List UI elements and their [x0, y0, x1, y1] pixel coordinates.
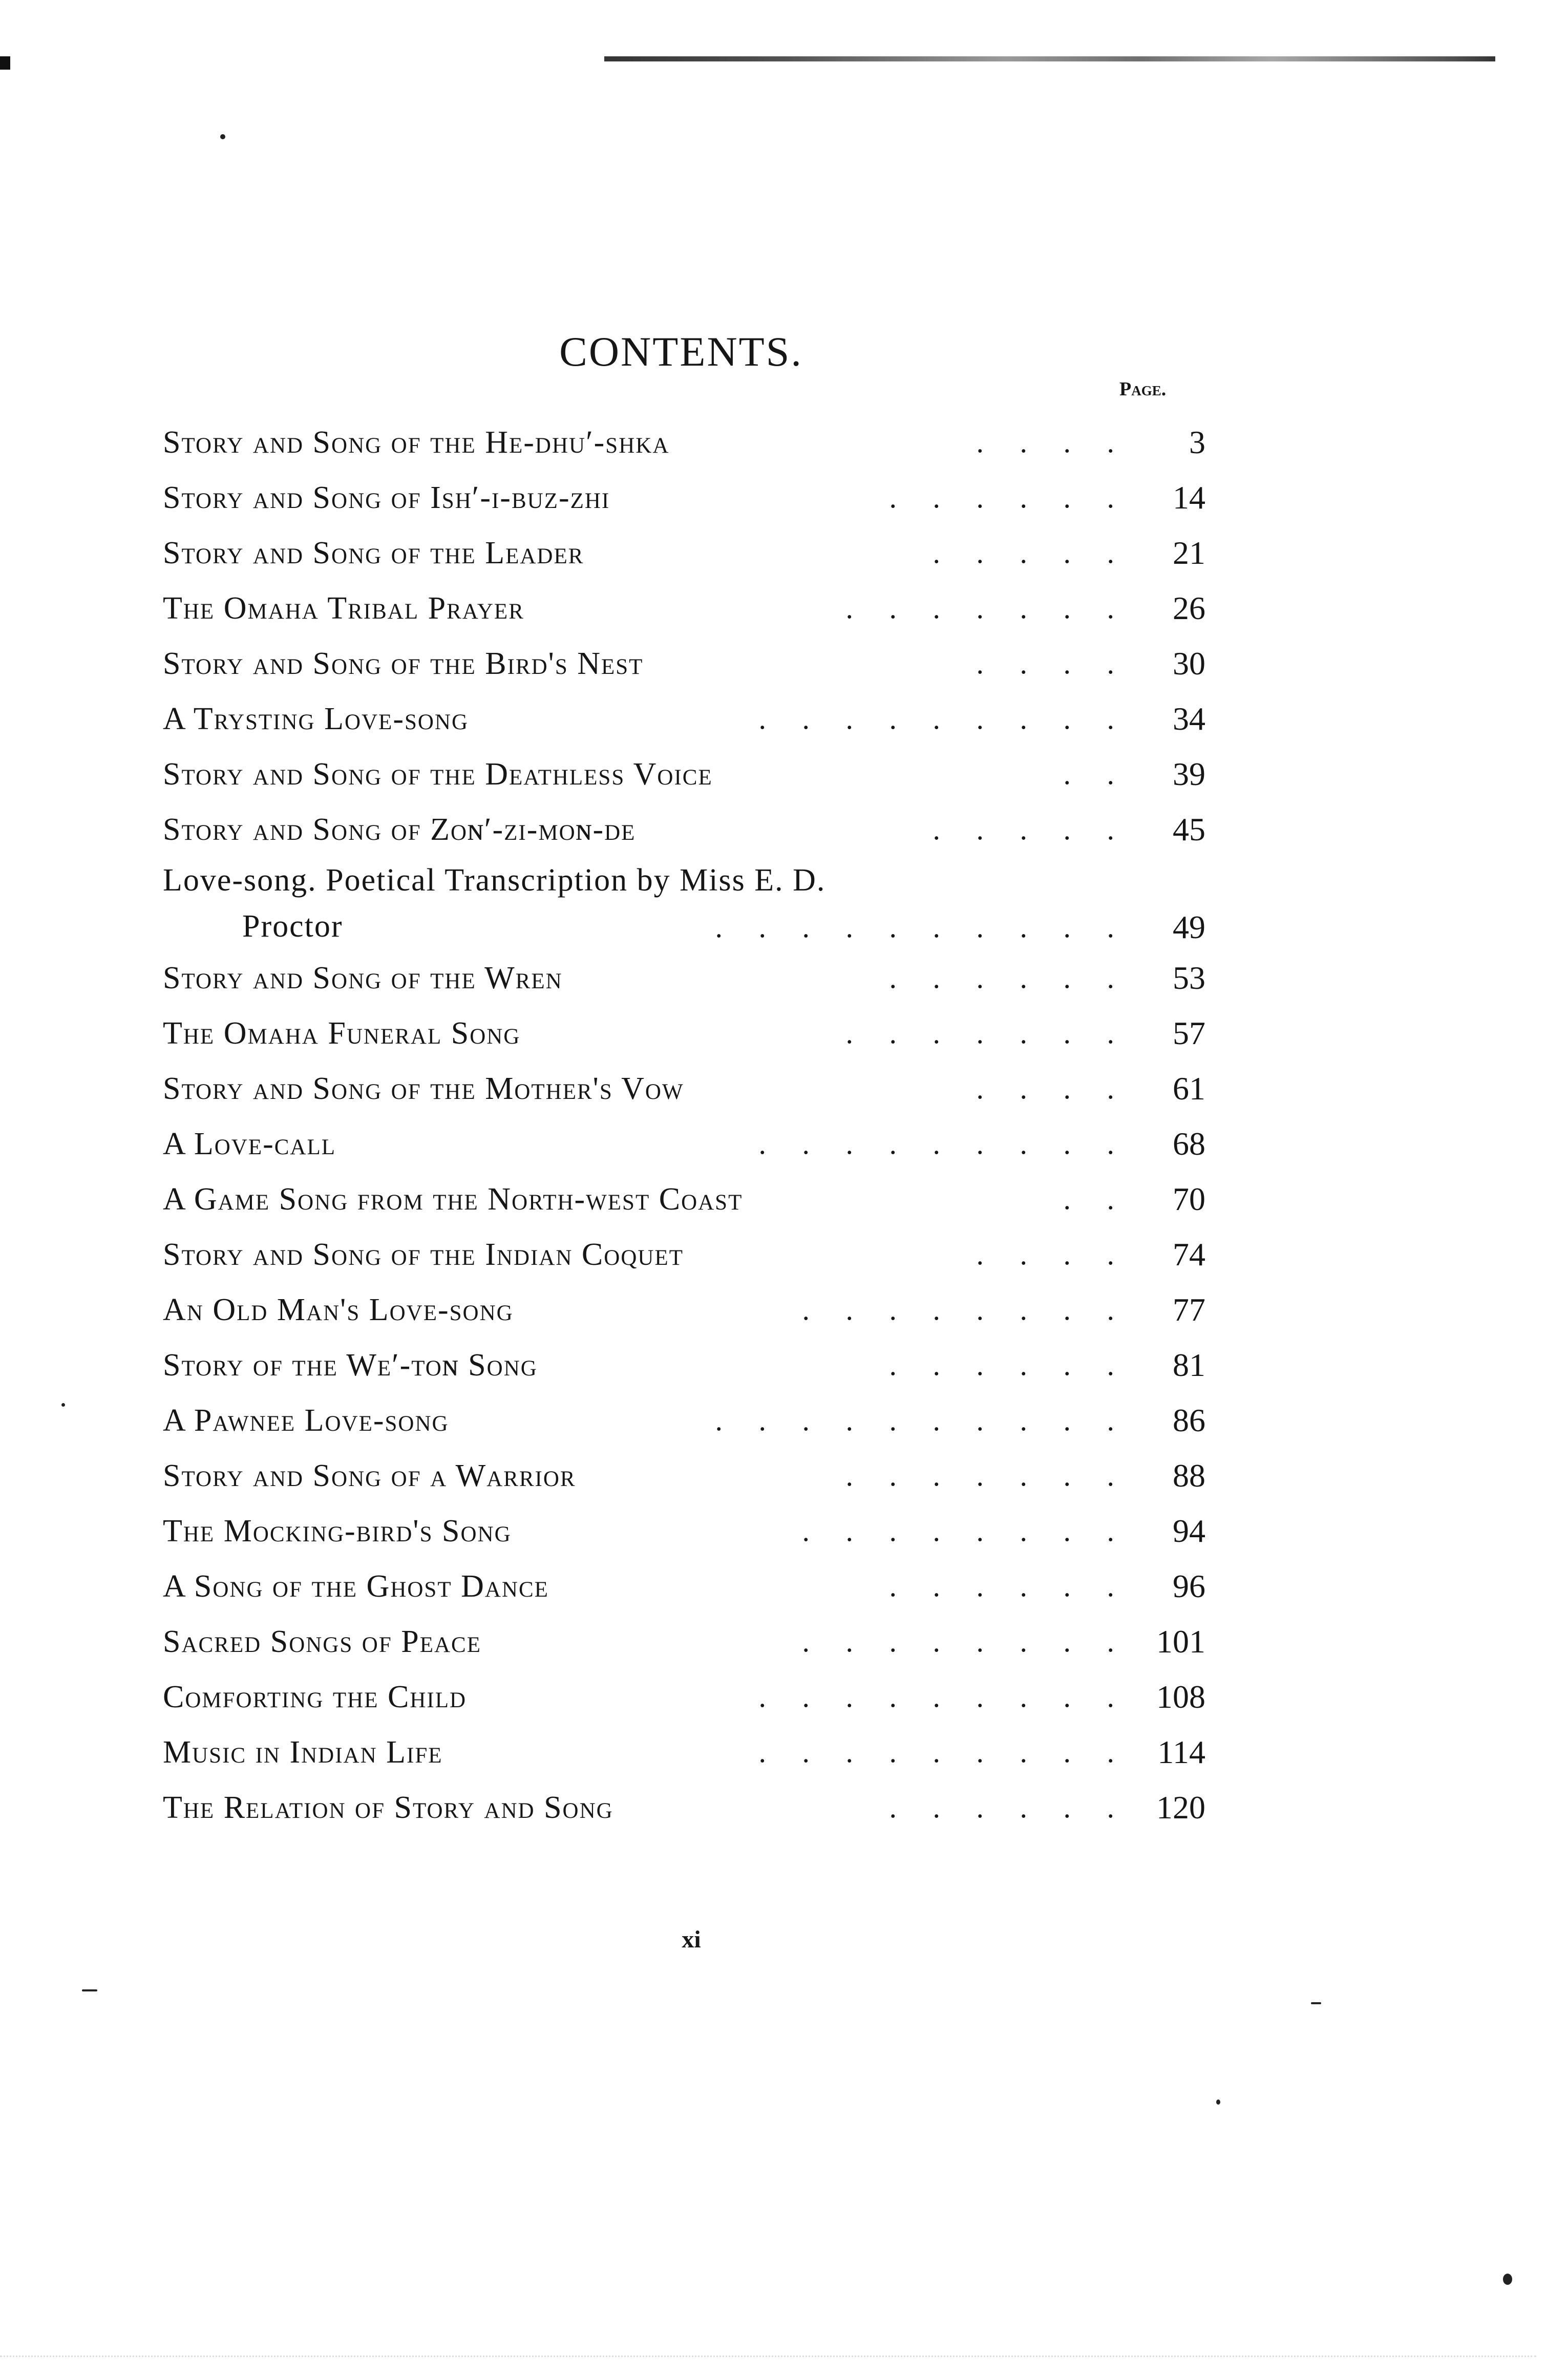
toc-entry-title: An Old Man's Love-song	[163, 1292, 514, 1327]
toc-leader-dots: . .	[1063, 1182, 1129, 1216]
toc-entry-page: 30	[1173, 645, 1205, 682]
toc-leader-dots: . . . .	[976, 647, 1129, 680]
toc-entry-page: 96	[1173, 1568, 1205, 1604]
scan-speck	[220, 134, 225, 139]
scan-artifact-top-edge	[604, 56, 1495, 61]
toc-entry	[163, 525, 1205, 581]
toc-leader-dots: . . . .	[976, 426, 1129, 459]
toc-entry-page: 81	[1173, 1347, 1205, 1383]
toc-entry-title: The Relation of Story and Song	[163, 1790, 613, 1825]
toc-entry	[163, 1669, 1205, 1725]
toc-entry	[163, 1282, 1205, 1338]
toc-entry	[163, 1780, 1205, 1835]
toc-leader-dots: . . . .	[976, 1072, 1129, 1105]
page-title: CONTENTS.	[559, 328, 803, 375]
toc-leader-dots: . . . . . .	[889, 1569, 1129, 1603]
toc-entry-title: A Pawnee Love-song	[163, 1403, 449, 1438]
toc-entry	[163, 1116, 1205, 1172]
toc-entry-page: 53	[1173, 960, 1205, 996]
toc-entry-page: 3	[1189, 424, 1205, 460]
toc-entry	[163, 581, 1205, 636]
toc-entry	[163, 857, 1205, 950]
toc-entry-title-line2: Proctor	[242, 909, 343, 944]
toc-entry-page: 114	[1157, 1734, 1205, 1770]
toc-entry-title: A Song of the Ghost Dance	[163, 1569, 549, 1604]
toc-entry-title-line1: Love-song. Poetical Transcription by Miss E. D.	[163, 863, 826, 898]
toc-entry-page: 68	[1173, 1126, 1205, 1162]
toc-entry-title: Story and Song of the Deathless Voice	[163, 757, 713, 792]
toc-leader-dots: . . . .	[976, 1238, 1129, 1271]
table-of-contents	[163, 415, 1205, 1835]
toc-entry	[163, 1559, 1205, 1614]
toc-entry-page: 101	[1156, 1623, 1205, 1660]
page-folio: xi	[682, 1926, 701, 1953]
toc-entry	[163, 802, 1205, 857]
toc-entry-title: Story and Song of a Warrior	[163, 1458, 576, 1493]
toc-entry-title: Story and Song of the He-dhu′-shka	[163, 425, 670, 460]
toc-entry-title: Story of the We′-toɴ Song	[163, 1348, 538, 1383]
scan-speck	[1503, 2274, 1512, 2285]
toc-leader-dots: . . . . .	[933, 536, 1129, 569]
toc-entry-page: 70	[1173, 1181, 1205, 1217]
toc-entry-title: Story and Song of Zoɴ′-zi-moɴ-de	[163, 812, 636, 847]
toc-entry-title: A Game Song from the North-west Coast	[163, 1182, 743, 1217]
scan-artifact-corner	[0, 56, 10, 70]
toc-entry	[163, 1006, 1205, 1061]
scan-speck	[61, 1403, 65, 1407]
toc-entry-page: 14	[1173, 479, 1205, 516]
toc-entry-page: 49	[1173, 909, 1205, 945]
toc-entry-page: 21	[1173, 535, 1205, 571]
toc-leader-dots: . . . . . . . . .	[758, 1127, 1129, 1160]
toc-entry-title: Music in Indian Life	[163, 1735, 443, 1770]
toc-entry	[163, 415, 1205, 470]
toc-entry-page: 45	[1173, 811, 1205, 847]
scan-speck	[82, 1989, 97, 1991]
page-column-heading: Page.	[1119, 378, 1167, 400]
toc-entry	[163, 1614, 1205, 1669]
scan-speck	[1311, 2002, 1321, 2004]
toc-leader-dots: . . . . . .	[889, 1791, 1129, 1824]
toc-leader-dots: . . . . . . . . .	[758, 1735, 1129, 1769]
toc-entry-page: 86	[1173, 1402, 1205, 1438]
toc-entry-title: A Trysting Love-song	[163, 702, 469, 736]
toc-entry-page: 94	[1173, 1513, 1205, 1549]
toc-entry	[163, 691, 1205, 747]
toc-entry-page: 57	[1173, 1015, 1205, 1051]
toc-leader-dots: . . . . . . . . .	[758, 702, 1129, 735]
toc-entry	[163, 1448, 1205, 1503]
toc-entry	[163, 1393, 1205, 1448]
toc-entry	[163, 1061, 1205, 1116]
toc-entry-title: The Omaha Tribal Prayer	[163, 591, 524, 626]
toc-entry-page: 88	[1173, 1457, 1205, 1494]
toc-entry-title: Story and Song of the Bird's Nest	[163, 646, 644, 681]
toc-entry-title: Comforting the Child	[163, 1680, 467, 1714]
scan-speck	[1216, 2099, 1220, 2105]
toc-entry-page: 26	[1173, 590, 1205, 626]
toc-leader-dots: . . . . . . . .	[802, 1625, 1129, 1658]
toc-entry-title: Story and Song of Ish′-i-buz-zhi	[163, 480, 610, 515]
toc-entry-page: 34	[1173, 701, 1205, 737]
toc-entry-page: 120	[1156, 1789, 1205, 1826]
toc-entry-title: The Omaha Funeral Song	[163, 1016, 521, 1051]
toc-leader-dots: . .	[1063, 757, 1129, 791]
toc-entry	[163, 1227, 1205, 1282]
toc-entry-title: Story and Song of the Wren	[163, 961, 563, 995]
toc-entry	[163, 470, 1205, 525]
toc-entry-page: 74	[1173, 1236, 1205, 1272]
toc-entry	[163, 636, 1205, 691]
toc-entry	[163, 747, 1205, 802]
toc-entry	[163, 950, 1205, 1006]
toc-leader-dots: . . . . . . .	[845, 1459, 1129, 1492]
toc-leader-dots: . . . . . . . .	[802, 1293, 1129, 1326]
toc-leader-dots: . . . . . . . . . .	[715, 910, 1129, 944]
toc-leader-dots: . . . . .	[933, 813, 1129, 846]
toc-leader-dots: . . . . . .	[889, 1348, 1129, 1382]
toc-entry-page: 39	[1173, 756, 1205, 792]
toc-entry-title: Story and Song of the Leader	[163, 536, 584, 570]
toc-leader-dots: . . . . . . . . .	[758, 1680, 1129, 1713]
toc-entry-title: The Mocking-bird's Song	[163, 1514, 512, 1548]
toc-leader-dots: . . . . . . . . . .	[715, 1404, 1129, 1437]
scan-artifact-bottom-edge	[0, 2356, 1536, 2358]
toc-entry-title: Story and Song of the Indian Coquet	[163, 1237, 684, 1272]
toc-entry	[163, 1338, 1205, 1393]
toc-entry	[163, 1503, 1205, 1559]
toc-entry-title: Story and Song of the Mother's Vow	[163, 1071, 684, 1106]
toc-leader-dots: . . . . . .	[889, 481, 1129, 514]
toc-entry-title: Sacred Songs of Peace	[163, 1624, 481, 1659]
toc-leader-dots: . . . . . . . .	[802, 1514, 1129, 1547]
toc-entry	[163, 1725, 1205, 1780]
toc-entry	[163, 1172, 1205, 1227]
toc-leader-dots: . . . . . .	[889, 961, 1129, 994]
toc-entry-title: A Love-call	[163, 1127, 336, 1161]
toc-entry-page: 108	[1156, 1679, 1205, 1715]
toc-leader-dots: . . . . . . .	[845, 591, 1129, 625]
toc-leader-dots: . . . . . . .	[845, 1016, 1129, 1050]
toc-entry-page: 61	[1173, 1070, 1205, 1107]
toc-entry-page: 77	[1173, 1291, 1205, 1328]
